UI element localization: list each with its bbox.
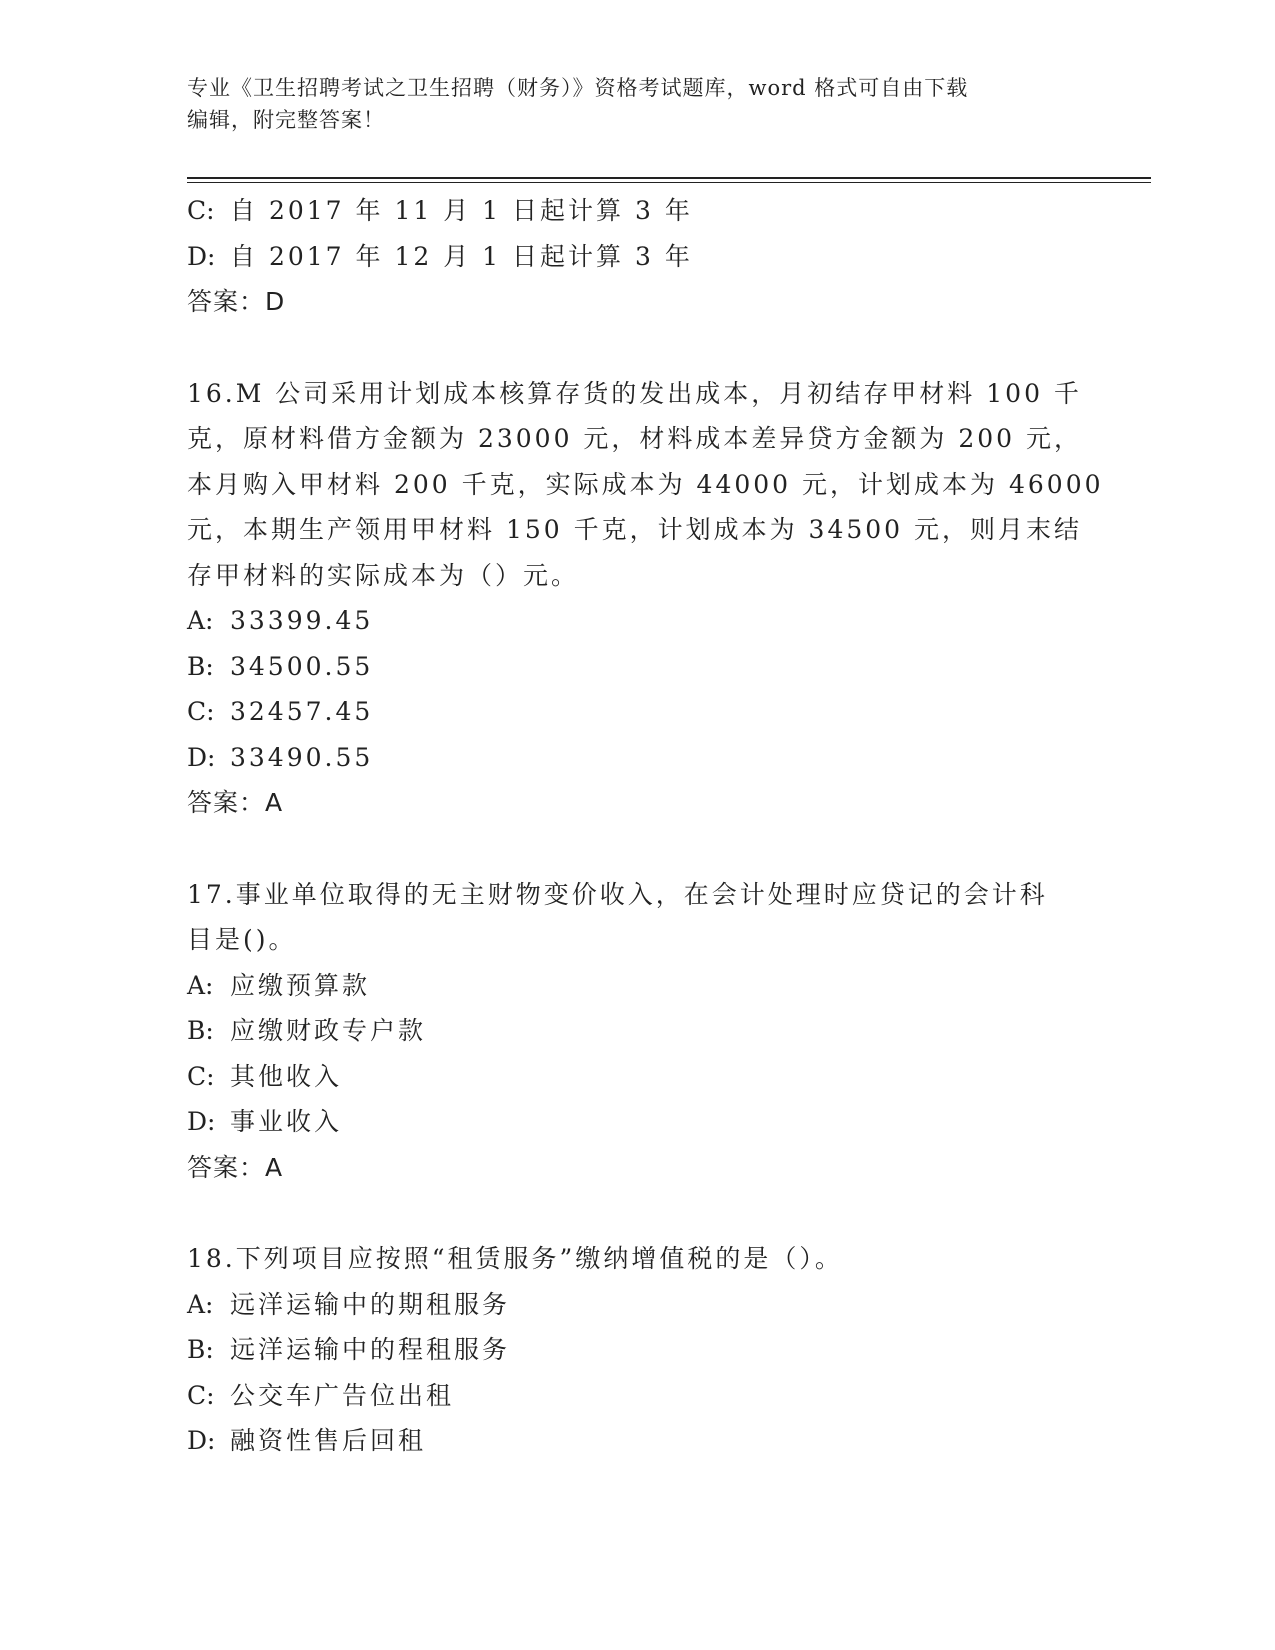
option-b xyxy=(187,1008,1087,1054)
option-text: 33399.45 xyxy=(230,606,374,635)
option-c xyxy=(187,1373,1087,1419)
question-content xyxy=(187,188,1104,1464)
option-text: 融资性售后回租 xyxy=(230,1426,427,1455)
option-a xyxy=(187,1282,1087,1328)
option-label: B: xyxy=(187,1335,214,1364)
question-15 xyxy=(187,188,1087,325)
option-text: 32457.45 xyxy=(230,697,374,726)
question-stem-line: 克，原材料借方金额为 23000 元，材料成本差异贷方金额为 200 元， xyxy=(187,424,1083,453)
option-d xyxy=(187,1099,1087,1145)
header-rule-thin xyxy=(187,182,1151,183)
option-text: 远洋运输中的期租服务 xyxy=(230,1289,511,1319)
option-d xyxy=(187,234,1087,280)
question-stem-line: 元，本期生产领用甲材料 150 千克，计划成本为 34500 元，则月末结 xyxy=(187,515,1083,544)
option-label: B: xyxy=(187,1016,214,1045)
header-line-2: 编辑，附完整答案！ xyxy=(187,108,385,132)
option-text: 33490.55 xyxy=(230,742,374,772)
question-stem-line: 目是()。 xyxy=(187,925,297,954)
question-stem-line: 存甲材料的实际成本为（）元。 xyxy=(187,560,580,590)
option-label: A: xyxy=(187,606,214,635)
question-stem-line: 17.事业单位取得的无主财物变价收入，在会计处理时应贷记的会计科 xyxy=(187,879,1048,909)
answer-line: 答案：D xyxy=(187,287,286,316)
header-line-1: 专业《卫生招聘考试之卫生招聘（财务）》资格考试题库，word 格式可自由下载 xyxy=(187,76,969,100)
option-b xyxy=(187,644,1087,690)
option-text: 34500.55 xyxy=(230,651,374,681)
option-c xyxy=(187,188,1087,234)
option-d xyxy=(187,1418,1087,1464)
header-rule-thick xyxy=(187,177,1151,179)
question-16 xyxy=(187,371,1104,826)
option-label: D: xyxy=(187,241,216,271)
answer-line: 答案：A xyxy=(187,788,284,817)
document-header xyxy=(187,72,1067,136)
option-b xyxy=(187,1327,1087,1373)
option-label: A: xyxy=(187,1289,214,1319)
option-label: C: xyxy=(187,196,215,225)
answer-line: 答案：A xyxy=(187,1152,284,1182)
option-text: 自 2017 年 11 月 1 日起计算 3 年 xyxy=(230,196,693,225)
option-text: 应缴财政专户款 xyxy=(230,1016,427,1045)
option-label: B: xyxy=(187,651,214,681)
option-d xyxy=(187,735,1087,781)
option-label: D: xyxy=(187,742,216,772)
question-stem-line: 18.下列项目应按照“租赁服务”缴纳增值税的是（）。 xyxy=(187,1244,843,1273)
option-c xyxy=(187,689,1087,735)
option-c xyxy=(187,1054,1087,1100)
option-text: 公交车广告位出租 xyxy=(230,1380,455,1410)
option-label: D: xyxy=(187,1426,216,1455)
question-stem-line: 本月购入甲材料 200 千克，实际成本为 44000 元，计划成本为 46000 xyxy=(187,469,1104,499)
option-label: C: xyxy=(187,1380,215,1410)
option-label: C: xyxy=(187,697,215,726)
option-text: 应缴预算款 xyxy=(230,970,371,1000)
option-label: D: xyxy=(187,1107,216,1136)
question-17 xyxy=(187,872,1087,1191)
question-18 xyxy=(187,1236,1087,1464)
option-text: 事业收入 xyxy=(230,1107,343,1136)
option-text: 自 2017 年 12 月 1 日起计算 3 年 xyxy=(230,241,693,271)
question-stem-line: 16.M 公司采用计划成本核算存货的发出成本，月初结存甲材料 100 千 xyxy=(187,378,1082,408)
option-a xyxy=(187,963,1087,1009)
option-text: 其他收入 xyxy=(230,1061,343,1091)
option-text: 远洋运输中的程租服务 xyxy=(230,1335,511,1364)
option-label: A: xyxy=(187,970,214,1000)
option-label: C: xyxy=(187,1061,215,1091)
option-a xyxy=(187,598,1087,644)
